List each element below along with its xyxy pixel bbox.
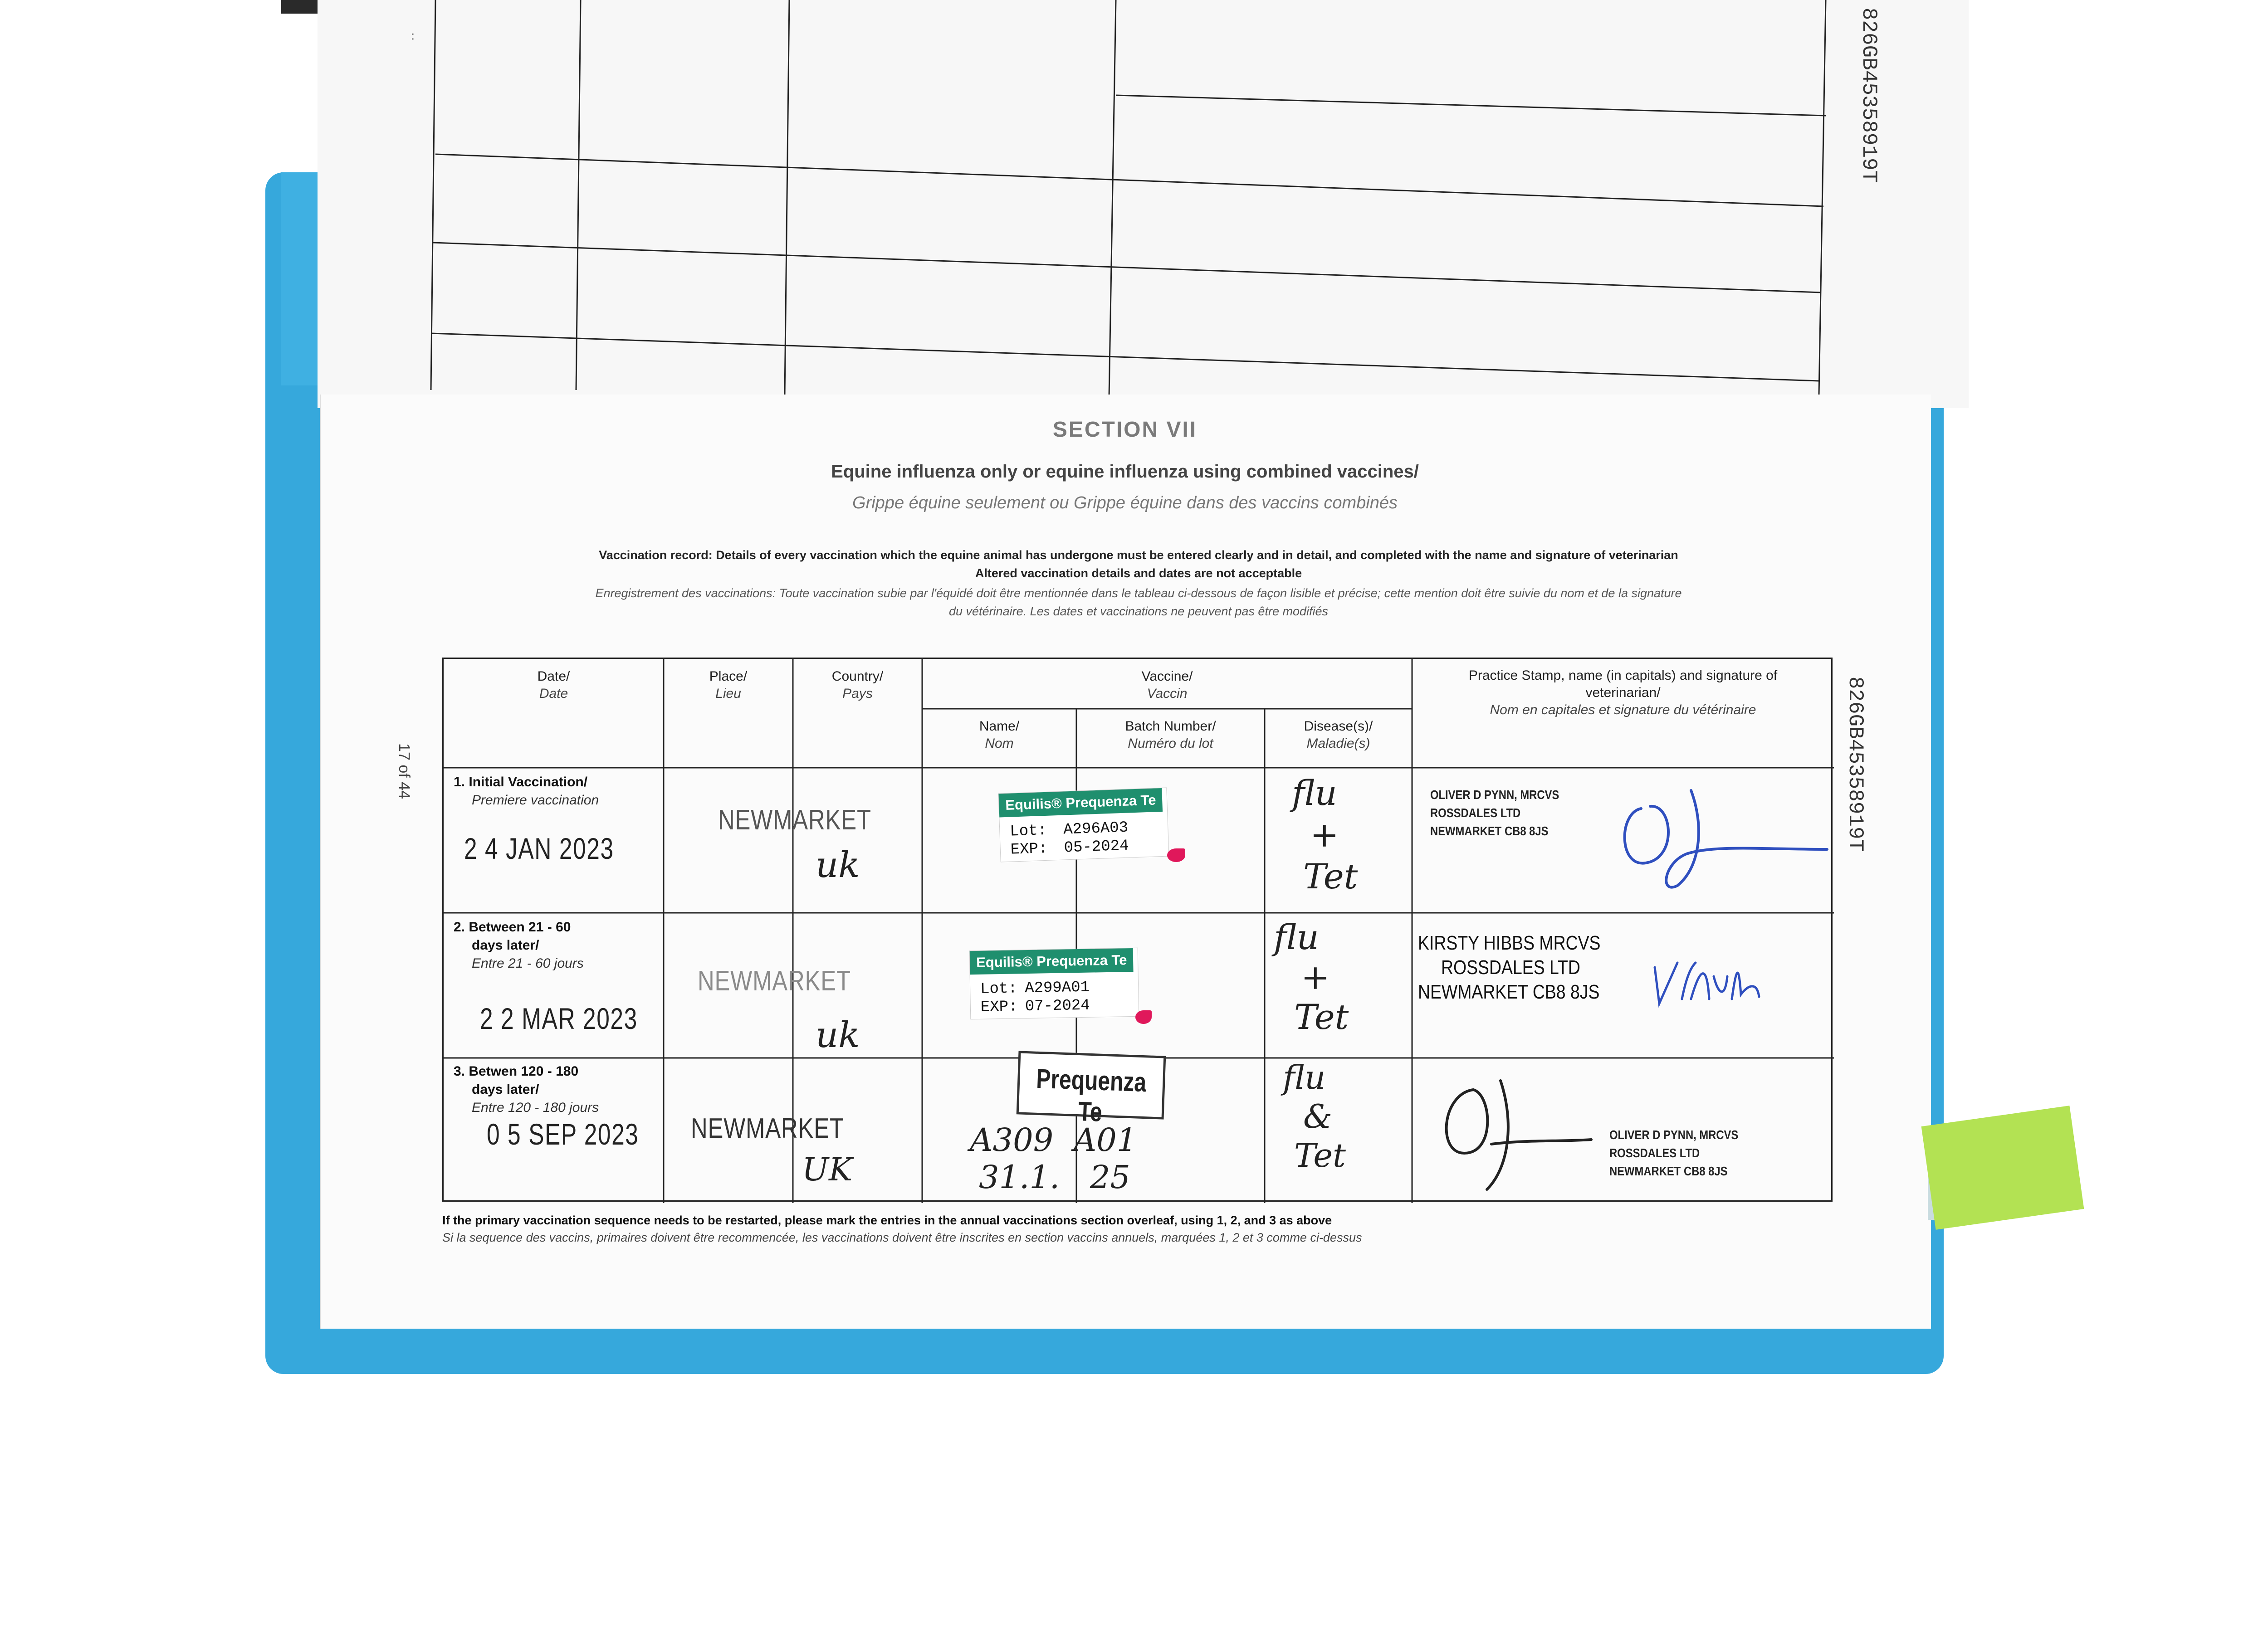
header-name [922,718,1076,752]
passport-code: 826GB45358919T [1843,676,1867,852]
row-1-label-en: 1. Initial Vaccination/ [454,775,588,789]
row-3-label-fr: Entre 120 - 180 jours [472,1100,599,1115]
row-3-disease-3: Tet [1294,1136,1346,1174]
row-2-lot: A299A01 [1024,979,1090,998]
row-3-exp-1: 31.1. [979,1159,1060,1196]
header-date-en: Date/ [537,669,570,684]
row-2-exp: 07-2024 [1025,997,1090,1016]
row-2-practice-2: ROSSDALES LTD [1441,956,1580,979]
row-3-batch-handwriting [970,1121,1137,1196]
header-practice-fr: Nom en capitales et signature du vétérinaire [1490,702,1756,717]
header-place-fr: Lieu [715,686,741,701]
row-2-country-handwriting: uk [816,1015,860,1056]
row-1-signature [1614,781,1832,899]
header-practice-line2: veterinarian/ [1585,685,1661,700]
row-1-disease-2: + [1310,814,1339,855]
row-3-practice-1: OLIVER D PYNN, MRCVS [1609,1128,1739,1142]
row-3-signature [1423,1076,1596,1199]
row-1-disease-1: flu [1292,773,1337,813]
header-disease-fr: Maladie(s) [1306,736,1370,751]
row-1-label-fr: Premiere vaccination [472,793,599,808]
header-country-en: Country/ [831,669,884,684]
header-country [793,668,922,702]
row-2-practice-1: KIRSTY HIBBS MRCVS [1418,932,1601,954]
row-1-place-stamp: NEWMARKET [718,804,871,836]
row-2-label-en-2: days later/ [472,938,539,953]
row-1-country-handwriting: uk [816,845,860,886]
row-3-label [454,1062,599,1117]
header-country-fr: Pays [842,686,873,701]
vaccination-table [442,658,1833,1202]
row-1-practice-2: ROSSDALES LTD [1430,806,1521,820]
header-date [444,668,664,702]
record-instructions-en [445,546,1833,582]
row-3-place-stamp: NEWMARKET [691,1113,844,1144]
row-3-practice-2: ROSSDALES LTD [1609,1146,1700,1160]
row-2-disease-handwriting [1274,917,1349,1037]
row-1-practice-3: NEWMARKET CB8 8JS [1430,824,1549,838]
row-3-label-en-2: days later/ [472,1082,539,1097]
row-2-signature [1646,949,1764,1013]
row-2-label [454,918,584,973]
header-place [664,668,793,702]
header-vaccine-fr: Vaccin [1147,686,1188,701]
record-instructions-fr [445,584,1833,620]
row-1-vaccine-brand: Equilis® Prequenza Te [998,788,1163,818]
row-3-disease-2: & [1303,1097,1333,1135]
row-1-practice-stamp [1430,786,1559,840]
row-2-vaccine-sticker [969,948,1139,1019]
row-2-exp-label: EXP: [980,998,1018,1016]
row-2-practice-3: NEWMARKET CB8 8JS [1418,981,1600,1003]
row-2-date-stamp: 2 2 MAR 2023 [480,1002,638,1035]
header-batch-en: Batch Number/ [1125,719,1216,734]
row-2-vaccine-brand: Equilis® Prequenza Te [970,948,1134,975]
row-3-batch-1: A309 [970,1121,1054,1159]
row-1-practice-1: OLIVER D PYNN, MRCVS [1430,788,1559,802]
header-disease-en: Disease(s)/ [1304,719,1373,734]
row-1-vaccine-sticker [998,788,1169,862]
row-2-disease-3: Tet [1294,997,1349,1037]
upper-page-number: ·· [406,32,422,42]
footnote-en: If the primary vaccination sequence needs to be restarted, please mark the entries in the annual vaccinations section overleaf, using 1, 2, and 3 as above [442,1213,1332,1227]
row-3-country-handwriting: UK [802,1151,853,1188]
row-2-place-stamp: NEWMARKET [698,965,851,997]
record-instructions-fr-line2: du vétérinaire. Les dates et vaccinations ne peuvent pas être modifiés [949,604,1328,618]
row-3-disease-handwriting [1283,1058,1346,1175]
row-2-label-en-1: 2. Between 21 - 60 [454,920,571,935]
row-3-batch-2: A01 [1073,1121,1137,1159]
row-3-label-en-1: 3. Betwen 120 - 180 [454,1064,579,1079]
row-1-lot-label: Lot: [1009,822,1047,841]
row-2-practice-stamp [1418,931,1600,1004]
row-1-exp-label: EXP: [1010,840,1048,859]
row-1-disease-handwriting [1292,772,1358,897]
header-batch [1076,718,1265,752]
row-1-label [454,773,599,809]
record-instructions-en-line2: Altered vaccination details and dates are not acceptable [975,566,1302,580]
header-batch-fr: Numéro du lot [1128,736,1213,751]
row-3-date-stamp: 0 5 SEP 2023 [487,1117,639,1151]
header-vaccine [922,668,1412,702]
footnote-fr: Si la sequence des vaccins, primaires doivent être recommencée, les vaccinations doivent être inscrites en section vaccins annuels, marquées 1, 2 et 3 comme ci-dessus [442,1231,1362,1244]
record-instructions-en-line1: Vaccination record: Details of every vaccination which the equine animal has undergone must be entered clearly and in detail, and completed with the name and signature of veterinarian [599,548,1678,562]
passport-code-upper: 826GB45358919T [1857,7,1881,183]
header-practice [1412,667,1834,719]
header-practice-line1: Practice Stamp, name (in capitals) and signature of [1468,668,1778,683]
row-2-sticker-mark [1135,1010,1152,1024]
row-3-vaccine-stamp [1017,1051,1166,1127]
row-2-label-fr: Entre 21 - 60 jours [472,956,584,971]
row-1-sticker-mark [1167,848,1185,862]
row-3-practice-stamp [1609,1126,1738,1180]
row-1-disease-3: Tet [1303,856,1358,897]
header-disease [1265,718,1412,752]
row-3-disease-1: flu [1283,1058,1326,1096]
row-2-disease-2: + [1301,957,1330,997]
header-name-en: Name/ [979,719,1020,734]
header-place-en: Place/ [709,669,748,684]
row-3-vaccine-name: Prequenza Te [1036,1063,1147,1127]
row-2-lot-label: Lot: [980,980,1018,998]
row-1-exp: 05-2024 [1064,837,1129,857]
row-2-disease-1: flu [1274,917,1319,957]
row-1-lot: A296A03 [1063,819,1129,839]
page-title: Equine influenza only or equine influenza using combined vaccines/ [831,462,1419,482]
sticky-tab[interactable] [1921,1106,2084,1230]
passport-spine [281,172,322,385]
upper-page-grid [426,0,1842,399]
header-date-fr: Date [539,686,568,701]
section-title: SECTION VII [1052,418,1198,442]
page-title-fr: Grippe équine seulement ou Grippe équine dans des vaccins combinés [852,493,1398,512]
row-1-date-stamp: 2 4 JAN 2023 [464,832,614,865]
header-vaccine-en: Vaccine/ [1141,669,1193,684]
row-3-practice-3: NEWMARKET CB8 8JS [1609,1164,1728,1178]
page-number: 17 of 44 [395,743,413,799]
header-name-fr: Nom [985,736,1014,751]
row-3-exp-2: 25 [1090,1159,1130,1196]
record-instructions-fr-line1: Enregistrement des vaccinations: Toute vaccination subie par l'équidé doit être mentionnée dans le tableau ci-dessous de façon lisible et précise; cette mention doit être suivie du nom et de la signature [595,586,1682,600]
